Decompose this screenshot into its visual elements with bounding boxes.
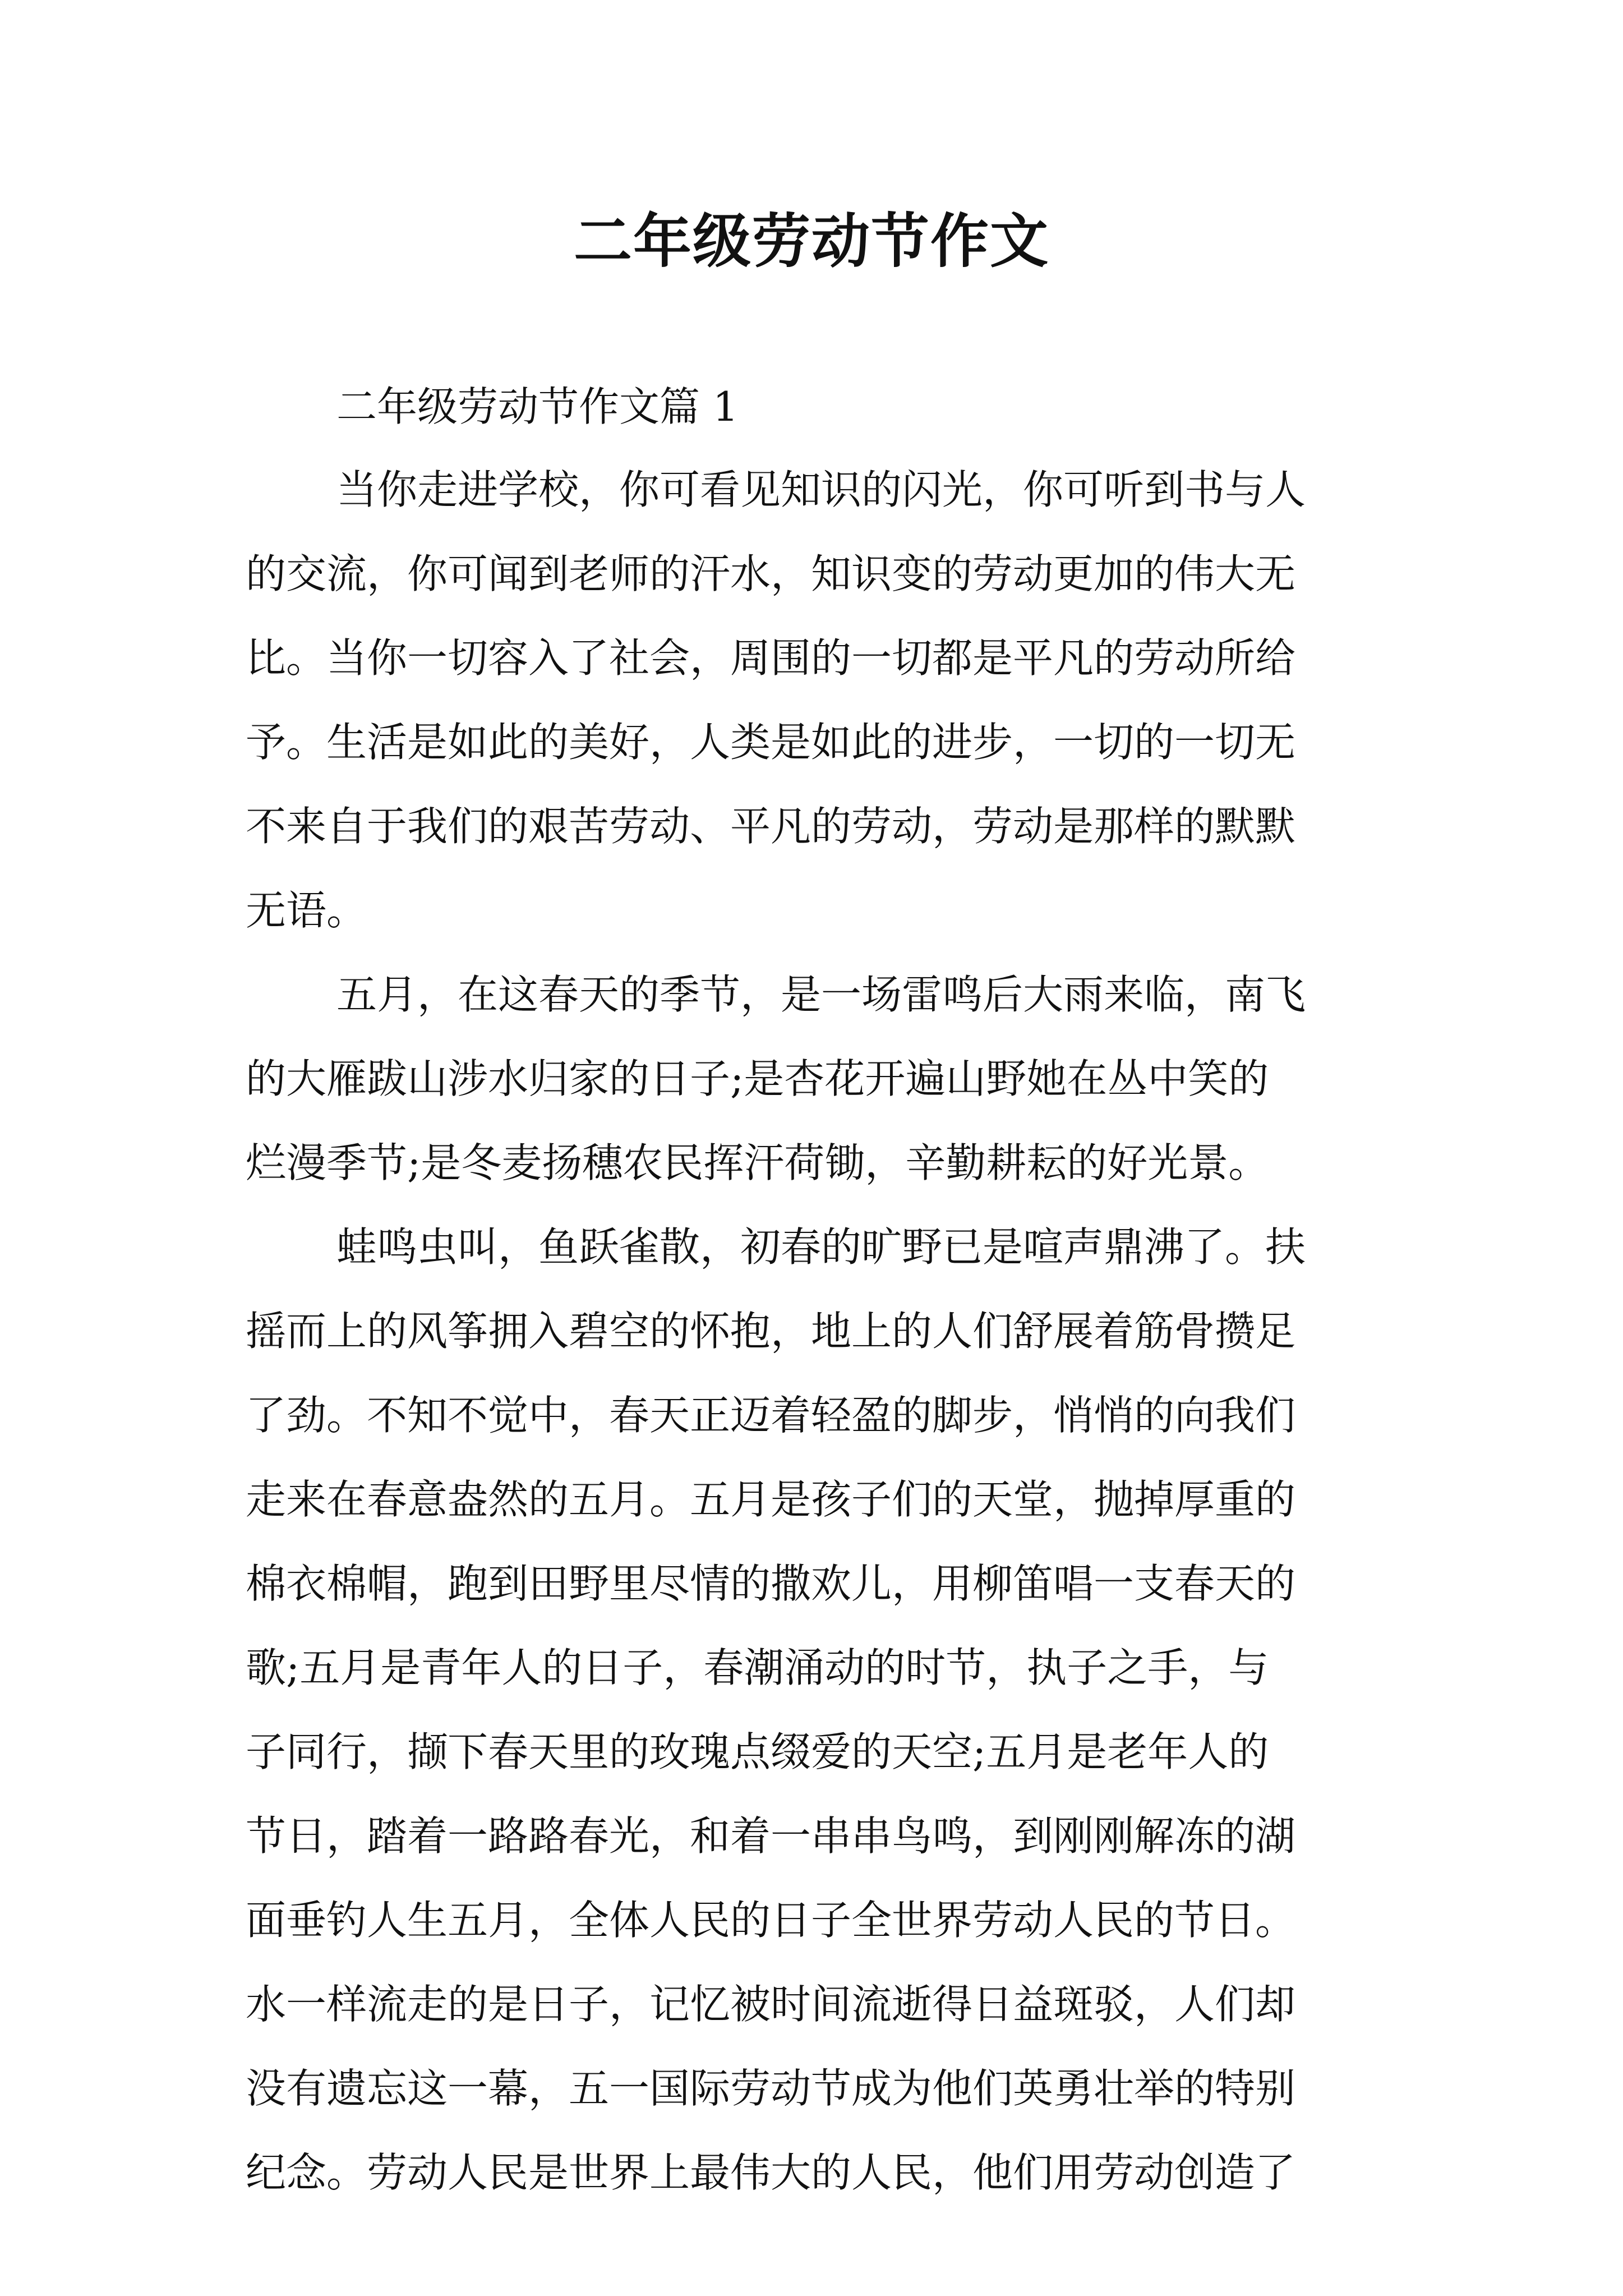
section-heading: 二年级劳动节作文篇 1 (336, 383, 739, 430)
text-line: 摇而上的风筝拥入碧空的怀抱，地上的人们舒展着筋骨攒足 (246, 1308, 1296, 1355)
text-line: 子同行，撷下春天里的玫瑰点缀爱的天空;五月是老年人的 (246, 1728, 1269, 1775)
text-line: 五月，在这春天的季节，是一场雷鸣后大雨来临，南飞 (336, 971, 1306, 1018)
text-line: 当你走进学校，你可看见知识的闪光，你可听到书与人 (336, 466, 1306, 513)
text-line: 烂漫季节;是冬麦扬穗农民挥汗荷锄，辛勤耕耘的好光景。 (246, 1139, 1269, 1186)
text-line: 水一样流走的是日子，记忆被时间流逝得日益斑驳，人们却 (246, 1981, 1296, 2028)
text-line: 棉衣棉帽，跑到田野里尽情的撒欢儿，用柳笛唱一支春天的 (246, 1560, 1296, 1607)
text-line: 歌;五月是青年人的日子，春潮涌动的时节，执子之手，与 (246, 1644, 1269, 1691)
text-line: 比。当你一切容入了社会，周围的一切都是平凡的劳动所给 (246, 634, 1296, 682)
text-line: 没有遗忘这一幕，五一国际劳动节成为他们英勇壮举的特别 (246, 2065, 1296, 2112)
text-line: 节日，踏着一路路春光，和着一串串鸟鸣，到刚刚解冻的湖 (246, 1812, 1296, 1860)
text-line: 纪念。劳动人民是世界上最伟大的人民，他们用劳动创造了 (246, 2149, 1296, 2196)
document-title: 二年级劳动节作文 (573, 206, 1049, 275)
text-line: 不来自于我们的艰苦劳动、平凡的劳动，劳动是那样的默默 (246, 803, 1296, 850)
text-line: 的大雁跋山涉水归家的日子;是杏花开遍山野她在丛中笑的 (246, 1055, 1269, 1102)
text-line: 蛙鸣虫叫，鱼跃雀散，初春的旷野已是喧声鼎沸了。扶 (336, 1223, 1306, 1271)
text-line: 了劲。不知不觉中，春天正迈着轻盈的脚步，悄悄的向我们 (246, 1392, 1296, 1439)
text-line: 予。生活是如此的美好，人类是如此的进步，一切的一切无 (246, 719, 1296, 766)
text-line: 无语。 (246, 887, 367, 934)
text-line: 走来在春意盎然的五月。五月是孩子们的天堂，抛掉厚重的 (246, 1476, 1296, 1523)
text-line: 的交流，你可闻到老师的汗水，知识变的劳动更加的伟大无 (246, 550, 1296, 597)
text-line: 面垂钓人生五月，全体人民的日子全世界劳动人民的节日。 (246, 1897, 1296, 1944)
